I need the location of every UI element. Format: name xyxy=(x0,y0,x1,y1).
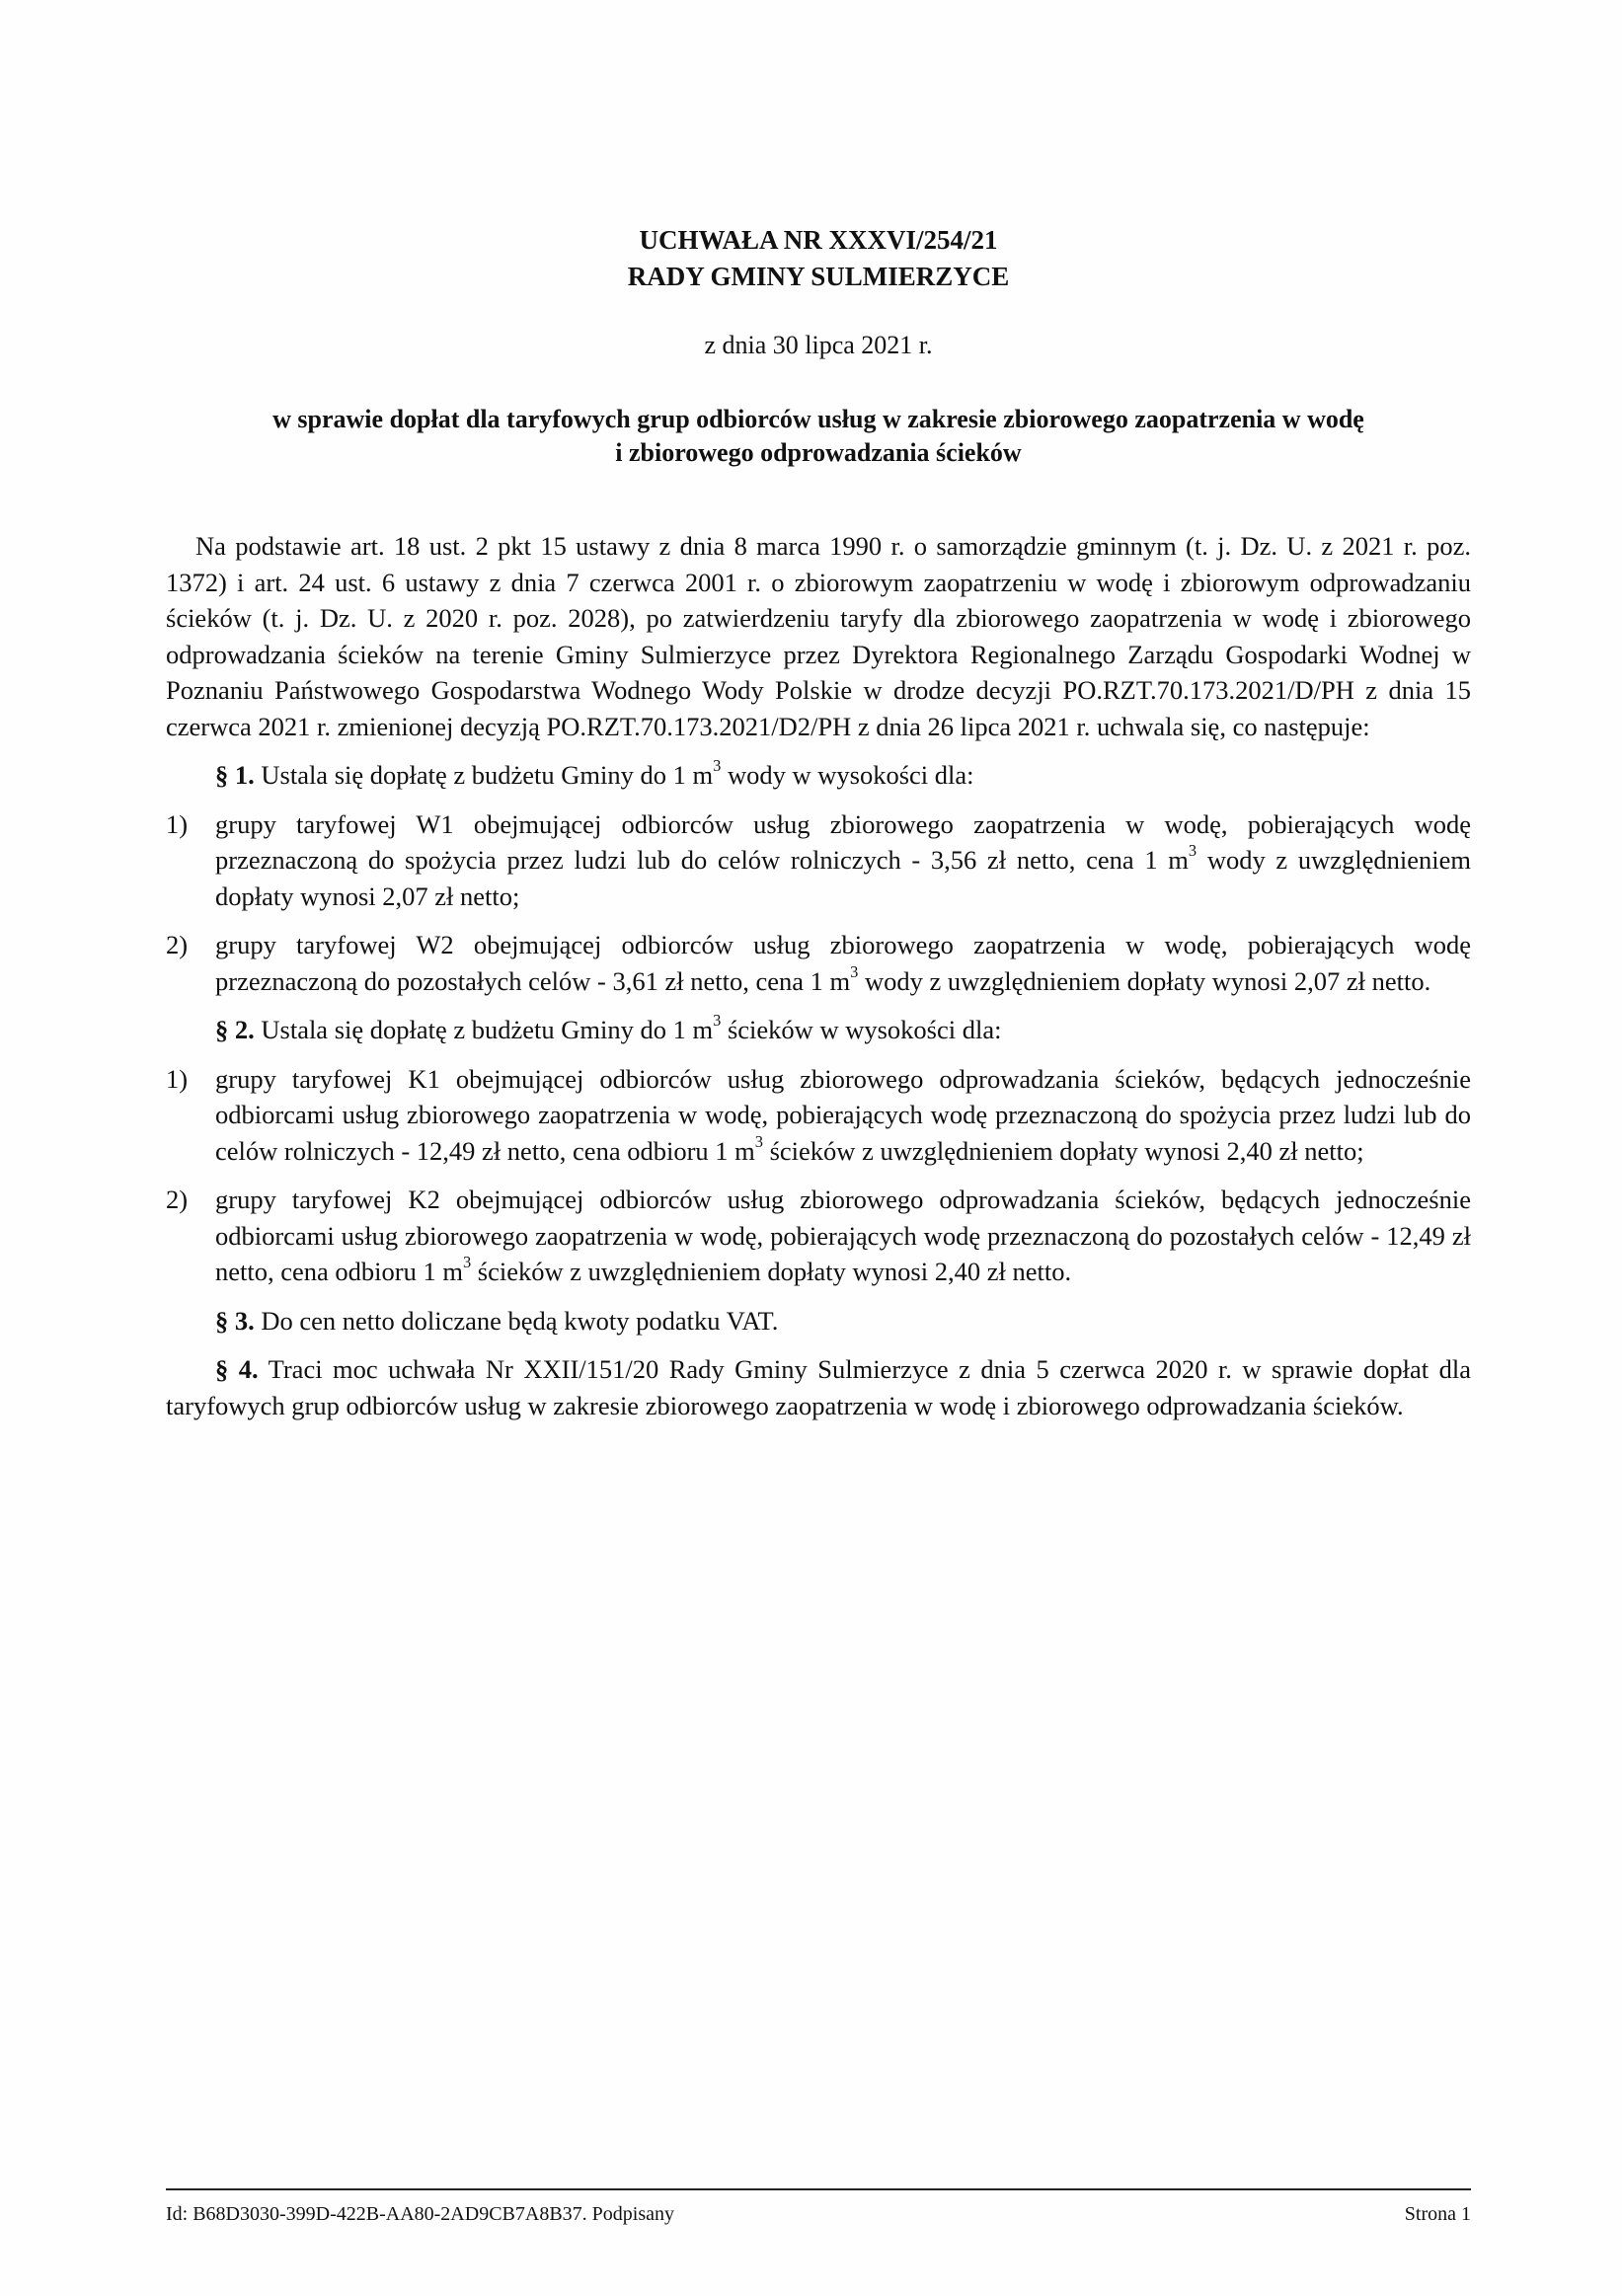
section-2-intro: § 2. Ustala się dopłatę z budżetu Gminy do 1 $m^3$ ścieków w wysokości dla: xyxy=(215,1010,1002,1044)
list-number: 2) xyxy=(166,930,189,959)
section-4: § 4. Traci moc uchwała Nr XXII/151/20 Rady Gminy Sulmierzyce z dnia 5 czerwca 2020 r. w sprawie dopłat dla taryfowych grup odbiorców usług w zakresie zbiorowego zaopatrzenia w wodę i zbiorowego odprowadzania ścieków. xyxy=(166,1354,1471,1420)
section-3-label: § 3. xyxy=(215,1305,255,1336)
section-4-label: § 4. xyxy=(215,1354,259,1384)
preamble: Na podstawie art. 18 ust. 2 pkt 15 ustawy z dnia 8 marca 1990 r. o samorządzie gminnym (t. j. Dz. U. z 2021 r. poz. 1372) i art. 24 ust. 6 ustawy z dnia 7 czerwca 2001 r. o zbiorowym zaopatrzeniu w wodę i zbiorowym odprowadzaniu ścieków (t. j. Dz. U. z 2020 r. poz. 2028), po zatwierdzeniu taryfy dla zbiorowego zaopatrzenia w wodę i zbiorowego odprowadzania ścieków na terenie Gminy Sulmierzyce przez Dyrektora Regionalnego Zarządu Gospodarki Wodnej w Poznaniu Państwowego Gospodarstwa Wodnego Wody Polskie w drodze decyzji PO.RZT.70.173.2021/D/PH z dnia 15 czerwca 2021 r. zmienionej decyzją PO.RZT.70.173.2021/D2/PH z dnia 26 lipca 2021 r. uchwala się, co następuje: xyxy=(166,531,1471,741)
document-body xyxy=(166,528,1471,1436)
section-2-item-1: 1) grupy taryfowej K1 obejmującej odbiorców usług zbiorowego odprowadzania ścieków, będących jednocześnie odbiorcami usług zbiorowego zaopatrzenia w wodę, pobierających wodę przeznaczoną do spożycia przez ludzi lub do celów rolniczych - 12,49 zł netto, cena odbioru 1 $m^3$ ścieków z uwzględnieniem dopłaty wynosi 2,40 zł netto; xyxy=(166,1061,1471,1170)
resolution-title xyxy=(166,222,1471,295)
section-1-item-2: 2) grupy taryfowej W2 obejmującej odbiorców usług zbiorowego zaopatrzenia w wodę, pobierających wodę przeznaczoną do pozostałych celów - 3,61 zł netto, cena 1 $m^3$ wody z uwzględnieniem dopłaty wynosi 2,07 zł netto. xyxy=(166,927,1471,999)
section-2-item-2: 2) grupy taryfowej K2 obejmującej odbiorców usług zbiorowego odprowadzania ścieków, będących jednocześnie odbiorcami usług zbiorowego zaopatrzenia w wodę, pobierających wodę przeznaczoną do pozostałych celów - 12,49 zł netto, cena odbioru 1 $m^3$ ścieków z uwzględnieniem dopłaty wynosi 2,40 zł netto. xyxy=(166,1182,1471,1290)
footer-divider xyxy=(166,2188,1471,2190)
subject-line-2: i zbiorowego odprowadzania ścieków xyxy=(615,438,1022,467)
document-id: Id: B68D3030-399D-422B-AA80-2AD9CB7A8B37. Podpisany xyxy=(166,2203,674,2225)
section-1-label: § 1. xyxy=(215,760,255,790)
list-number: 1) xyxy=(166,808,189,839)
section-1-item-1: 1) grupy taryfowej W1 obejmującej odbiorców usług zbiorowego zaopatrzenia w wodę, pobierających wodę przeznaczoną do spożycia przez ludzi lub do celów rolniczych - 3,56 zł netto, cena 1 $m^3$ wody z uwzględnieniem dopłaty wynosi 2,07 zł netto; xyxy=(166,806,1471,915)
subject-line-1: w sprawie dopłat dla taryfowych grup odbiorców usług w zakresie zbiorowego zaopatrzenia w wodę xyxy=(272,405,1364,433)
resolution-date: z dnia 30 lipca 2021 r. xyxy=(704,331,933,359)
page-number: Strona 1 xyxy=(1404,2203,1471,2225)
section-1-intro: § 1. Ustala się dopłatę z budżetu Gminy do 1 $m^3$ wody w wysokości dla: xyxy=(215,755,974,790)
council-name: RADY GMINY SULMIERZYCE xyxy=(627,262,1010,291)
section-2-label: § 2. xyxy=(215,1015,255,1044)
resolution-subject xyxy=(166,403,1471,470)
page-footer xyxy=(166,2203,1471,2226)
resolution-number: UCHWAŁA NR XXXVI/254/21 xyxy=(639,225,998,255)
section-3: § 3. Do cen netto doliczane będą kwoty podatku VAT. xyxy=(215,1305,779,1336)
list-number: 2) xyxy=(166,1185,189,1214)
list-number: 1) xyxy=(166,1063,189,1094)
